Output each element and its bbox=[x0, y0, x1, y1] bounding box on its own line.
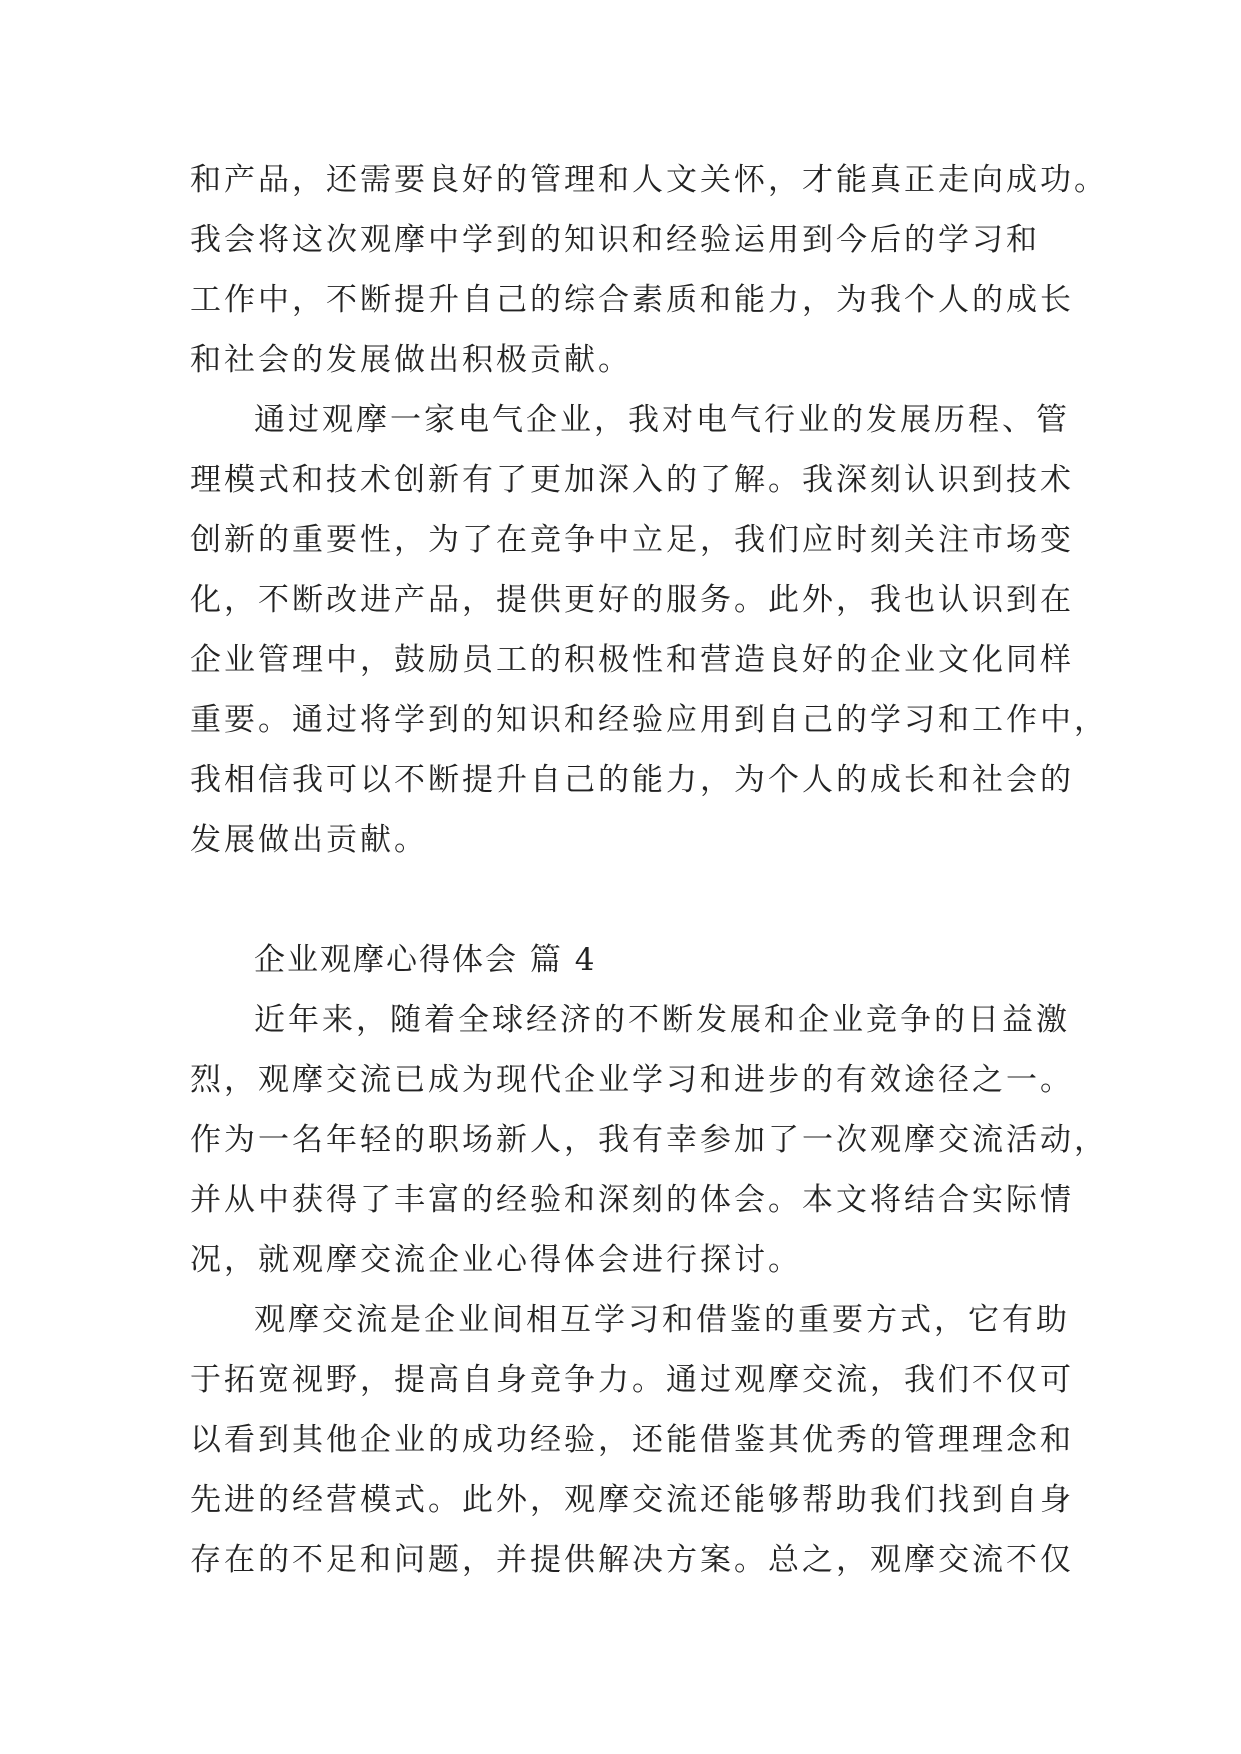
text-line: 作为一名年轻的职场新人，我有幸参加了一次观摩交流活动， bbox=[190, 1122, 1108, 1158]
text-line: 创新的重要性，为了在竞争中立足，我们应时刻关注市场变 bbox=[190, 522, 1074, 558]
text-line: 和社会的发展做出积极贡献。 bbox=[190, 342, 632, 378]
paragraph-2 bbox=[190, 390, 1108, 870]
document-body bbox=[190, 150, 1108, 1590]
text-line: 理模式和技术创新有了更加深入的了解。我深刻认识到技术 bbox=[190, 462, 1074, 498]
text-line: 于拓宽视野，提高自身竞争力。通过观摩交流，我们不仅可 bbox=[190, 1362, 1074, 1398]
text-line: 况，就观摩交流企业心得体会进行探讨。 bbox=[190, 1242, 802, 1278]
text-line: 烈，观摩交流已成为现代企业学习和进步的有效途径之一。 bbox=[190, 1062, 1074, 1098]
text-line: 企业管理中，鼓励员工的积极性和营造良好的企业文化同样 bbox=[190, 642, 1074, 678]
text-line: 近年来，随着全球经济的不断发展和企业竞争的日益激 bbox=[254, 1002, 1070, 1038]
text-line: 我相信我可以不断提升自己的能力，为个人的成长和社会的 bbox=[190, 762, 1074, 798]
blank-line bbox=[190, 870, 1050, 930]
text-line: 先进的经营模式。此外，观摩交流还能够帮助我们找到自身 bbox=[190, 1482, 1074, 1518]
section-heading: 企业观摩心得体会 篇 4 bbox=[254, 942, 597, 978]
text-line: 和产品，还需要良好的管理和人文关怀，才能真正走向成功。 bbox=[190, 162, 1108, 198]
text-line: 并从中获得了丰富的经验和深刻的体会。本文将结合实际情 bbox=[190, 1182, 1074, 1218]
paragraph-3 bbox=[190, 990, 1108, 1290]
text-line: 我会将这次观摩中学到的知识和经验运用到今后的学习和 bbox=[190, 222, 1040, 258]
text-line: 重要。通过将学到的知识和经验应用到自己的学习和工作中， bbox=[190, 702, 1108, 738]
text-line: 观摩交流是企业间相互学习和借鉴的重要方式，它有助 bbox=[254, 1302, 1070, 1338]
paragraph-4 bbox=[190, 1290, 1074, 1590]
text-line: 发展做出贡献。 bbox=[190, 822, 428, 858]
text-line: 存在的不足和问题，并提供解决方案。总之，观摩交流不仅 bbox=[190, 1542, 1074, 1578]
text-line: 通过观摩一家电气企业，我对电气行业的发展历程、管 bbox=[254, 402, 1070, 438]
text-line: 化，不断改进产品，提供更好的服务。此外，我也认识到在 bbox=[190, 582, 1074, 618]
paragraph-1 bbox=[190, 150, 1108, 390]
text-line: 以看到其他企业的成功经验，还能借鉴其优秀的管理理念和 bbox=[190, 1422, 1074, 1458]
text-line: 工作中，不断提升自己的综合素质和能力，为我个人的成长 bbox=[190, 282, 1074, 318]
